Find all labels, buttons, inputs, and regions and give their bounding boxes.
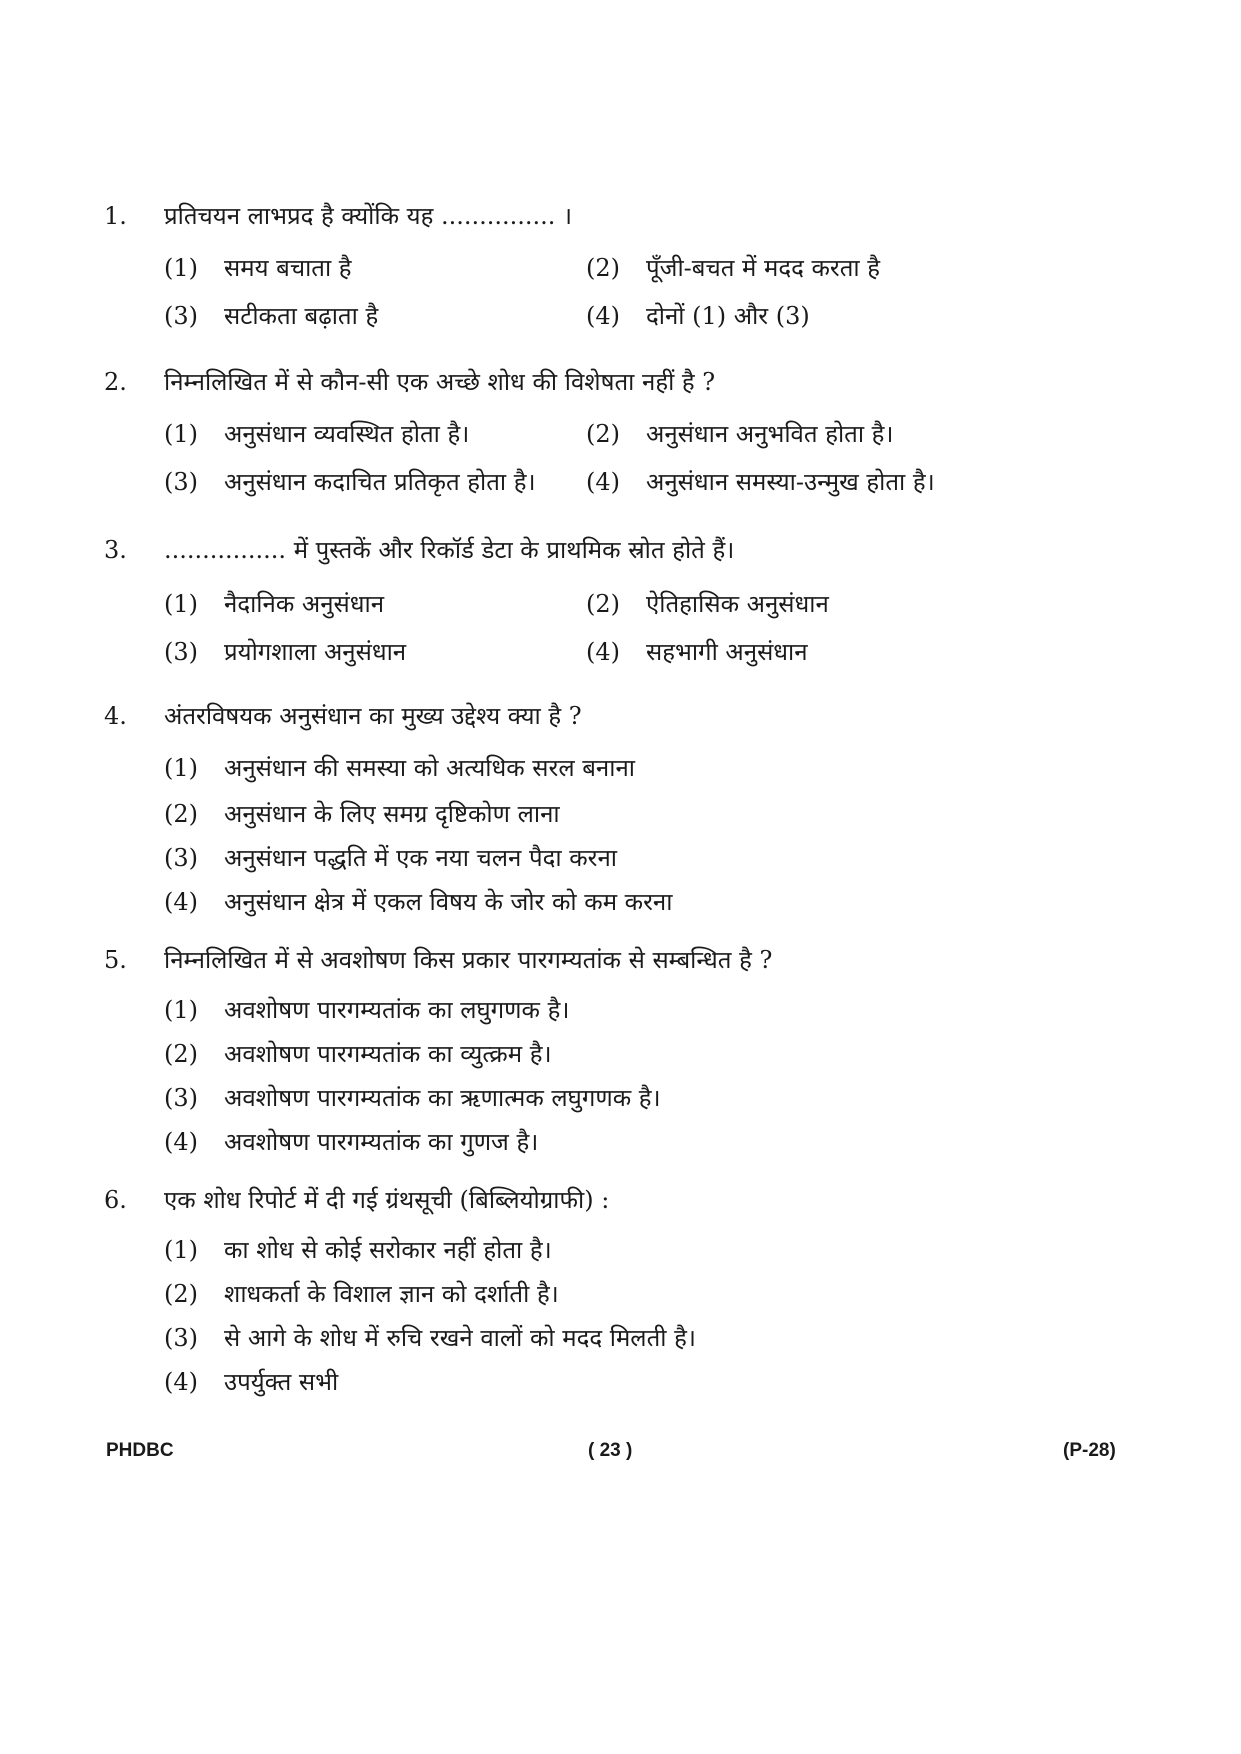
question-text: ................ में पुस्तकें और रिकॉर्ड डेटा के प्राथमिक स्रोत होते हैं। (164, 536, 735, 564)
option-text: दोनों (1) और (3) (646, 302, 810, 330)
option-number: (4) (164, 888, 198, 916)
option-number: (4) (164, 1368, 198, 1396)
option-text: अनुसंधान कदाचित प्रतिकृत होता है। (224, 468, 536, 496)
option-number: (1) (164, 996, 198, 1024)
option-number: (4) (586, 302, 620, 330)
question-3-line (104, 530, 1104, 570)
question-5-line (104, 940, 1104, 980)
option-text: सटीकता बढ़ाता है (224, 302, 379, 330)
question-2 (104, 362, 1104, 402)
option-text: अवशोषण पारगम्यतांक का गुणज है। (224, 1128, 539, 1156)
option-number: (2) (586, 254, 620, 282)
option-text: अनुसंधान के लिए समग्र दृष्टिकोण लाना (224, 800, 560, 828)
question-number: 3. (104, 536, 127, 564)
option-text: पूँजी-बचत में मदद करता है (646, 254, 880, 282)
question-6 (104, 1180, 1104, 1220)
option-number: (3) (164, 638, 198, 666)
option-number: (3) (164, 844, 198, 872)
option-number: (2) (164, 1280, 198, 1308)
option-text: अनुसंधान अनुभवित होता है। (646, 420, 894, 448)
option-text: अनुसंधान की समस्या को अत्यधिक सरल बनाना (224, 754, 636, 782)
option-text: अनुसंधान व्यवस्थित होता है। (224, 420, 470, 448)
option-number: (1) (164, 1236, 198, 1264)
question-text: एक शोध रिपोर्ट में दी गई ग्रंथसूची (बिब्लियोग्राफी) : (164, 1186, 610, 1214)
option-text: अवशोषण पारगम्यतांक का लघुगणक है। (224, 996, 570, 1024)
question-number: 4. (104, 702, 127, 730)
option-number: (2) (586, 590, 620, 618)
option-number: (3) (164, 468, 198, 496)
question-2-line (104, 362, 1104, 402)
option-text: प्रयोगशाला अनुसंधान (224, 638, 407, 666)
option-number: (2) (586, 420, 620, 448)
option-text: अनुसंधान पद्धति में एक नया चलन पैदा करना (224, 844, 618, 872)
option-text: ऐतिहासिक अनुसंधान (646, 590, 829, 618)
option-text: का शोध से कोई सरोकार नहीं होता है। (224, 1236, 552, 1264)
option-text: अवशोषण पारगम्यतांक का ऋणात्मक लघुगणक है। (224, 1084, 661, 1112)
question-number: 6. (104, 1186, 127, 1214)
option-number: (3) (164, 1324, 198, 1352)
question-1 (104, 196, 1104, 236)
question-text: प्रतिचयन लाभप्रद है क्योंकि यह ............... । (164, 202, 573, 230)
question-number: 2. (104, 368, 127, 396)
question-6-line (104, 1180, 1104, 1220)
option-number: (1) (164, 420, 198, 448)
option-number: (3) (164, 302, 198, 330)
option-text: से आगे के शोध में रुचि रखने वालों को मदद मिलती है। (224, 1324, 696, 1352)
option-text: अवशोषण पारगम्यतांक का व्युत्क्रम है। (224, 1040, 552, 1068)
footer-set-code: (P-28) (1063, 1440, 1116, 1461)
option-text: शाधकर्ता के विशाल ज्ञान को दर्शाती है। (224, 1280, 559, 1308)
option-number: (4) (164, 1128, 198, 1156)
footer-paper-code: PHDBC (106, 1440, 174, 1461)
option-text: सहभागी अनुसंधान (646, 638, 808, 666)
option-number: (3) (164, 1084, 198, 1112)
option-text: समय बचाता है (224, 254, 352, 282)
option-text: उपर्युक्त सभी (224, 1368, 339, 1396)
option-number: (4) (586, 638, 620, 666)
option-number: (2) (164, 800, 198, 828)
option-number: (1) (164, 254, 198, 282)
question-1-line (104, 196, 1104, 236)
option-text: अनुसंधान क्षेत्र में एकल विषय के जोर को कम करना (224, 888, 673, 916)
option-text: नैदानिक अनुसंधान (224, 590, 385, 618)
option-number: (1) (164, 590, 198, 618)
question-text: अंतरविषयक अनुसंधान का मुख्य उद्देश्य क्या है ? (164, 702, 582, 730)
option-number: (4) (586, 468, 620, 496)
question-text: निम्नलिखित में से कौन-सी एक अच्छे शोध की विशेषता नहीं है ? (164, 368, 716, 396)
question-4 (104, 696, 1104, 736)
question-number: 5. (104, 946, 127, 974)
question-3 (104, 530, 1104, 570)
question-5 (104, 940, 1104, 980)
option-number: (1) (164, 754, 198, 782)
question-4-line (104, 696, 1104, 736)
footer-page-number: ( 23 ) (588, 1440, 633, 1461)
question-text: निम्नलिखित में से अवशोषण किस प्रकार पारगम्यतांक से सम्बन्धित है ? (164, 946, 773, 974)
option-text: अनुसंधान समस्या-उन्मुख होता है। (646, 468, 935, 496)
option-number: (2) (164, 1040, 198, 1068)
question-number: 1. (104, 202, 127, 230)
